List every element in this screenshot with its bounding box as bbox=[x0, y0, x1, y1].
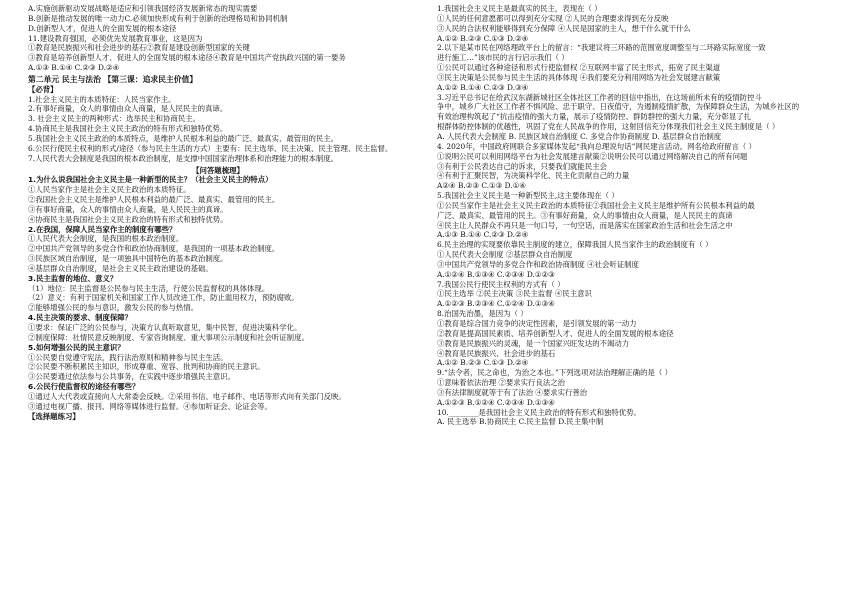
qa-question: 3.民主监督的地位、意义？ bbox=[28, 273, 118, 283]
question-line: 广泛、最真实、最管用的民主。③有事好商量，众人的事情由众人商量，是人民民主的真谛 bbox=[437, 210, 733, 220]
qa-answer-line: ②中国共产党领导的多党合作和政治协商制度，是我国的一项基本政治制度。 bbox=[28, 244, 280, 254]
qa-question: 1.为什么说我国社会主义民主是一种新型的民主？（社会主义民主的特点） bbox=[28, 175, 273, 185]
answer-options: A.①② B.①④ C.②③ D.③④ bbox=[437, 82, 529, 92]
question-line: 4. 2020年，中国政府网联合多家媒体发起“我向总理说句话”网民建言活动。网名给政府留言（ ） bbox=[437, 141, 756, 151]
question-line: 争中，城乡广大社区工作者不惧风险、忠于职守、日夜值守，为遏制疫情扩散，为保障群众生活，为城乡社区的 bbox=[437, 102, 800, 112]
question-line: ①公民当家作主是社会主义民主政治的本质特征②我国社会主义民主是维护所有公民根本利益的最 bbox=[437, 200, 755, 210]
question-line: ③民主决策是公民参与民主生活的具体体现 ④我们要充分利用网络为社会发展建言献策 bbox=[437, 72, 721, 82]
question-line: ①教育是综合国力竞争的决定性因素，是引领发展的第一动力 bbox=[437, 319, 637, 328]
qa-answer-line: ③民族区域自治制度，是一项独具中国特色的基本政治制度。 bbox=[28, 254, 228, 264]
question-line: ③教育是民族振兴的灵魂，是一个国家兴旺发达的不竭动力 bbox=[437, 338, 630, 348]
qa-answer-line: ②我国社会主义民主是维护人民根本利益的最广泛、最真实、最管用的民主。 bbox=[28, 195, 280, 205]
option-line: A.实施创新驱动发展战略是适应和引领我国经济发展新常态的现实需要 bbox=[28, 4, 258, 13]
must-memorize-section bbox=[28, 85, 408, 164]
mc-question bbox=[437, 4, 837, 43]
question-line: ①公民可以通过各种途径和形式行使监督权 ②互联网丰富了民主形式，拓宽了民主渠道 bbox=[437, 63, 721, 73]
question-line: 根群体防控体制的优越性，巩固了党在人民战争的作用，这射回信充分体现我们社会主义民主制度是（ ） bbox=[437, 122, 780, 132]
left-column bbox=[28, 4, 408, 421]
answer-options: A.①③ B.①④ C.②③ D.②④ bbox=[437, 230, 529, 240]
question-line: ③人民的合法权利能够得到充分保障 ④人民是国家的主人，想干什么就干什么 bbox=[437, 23, 691, 33]
memorize-line: 4.协商民主是我国社会主义民主政治的特有形式和独特优势。 bbox=[28, 124, 228, 134]
section-heading: 【选择题练习】 bbox=[28, 411, 80, 421]
mc-question bbox=[437, 43, 837, 92]
qa-answer-line: ②公民要不断积累民主知识，形成尊重、宽容、批判和协商的民主意识。 bbox=[28, 362, 265, 372]
right-column bbox=[437, 4, 837, 427]
question-line: ③有法律制度就等于有了法治 ④要求实行善治 bbox=[437, 387, 588, 397]
memorize-line: 3. 社会主义民主的两种形式：选举民主和协商民主。 bbox=[28, 114, 200, 124]
question-stem: 11.建设教育强国，必须优先发展教育事业，这是因为 bbox=[28, 33, 203, 43]
question-line: 6.民主治理的实现要依靠民主制度的建立，保障我国人民当家作主的政治制度有（ ） bbox=[437, 240, 713, 250]
qa-answer-line: ③有事好商量，众人的事情由众人商量，是人民民主的真谛。 bbox=[28, 204, 228, 214]
qa-question: 4.民主决策的要求、制度保障？ bbox=[28, 313, 133, 323]
answer-options: A.①②③ B.①②④ C.②③④ D.①③④ bbox=[437, 397, 555, 407]
answer-options: A.①②③ B.②③④ C.①②④ D.①③④ bbox=[437, 299, 555, 309]
previous-question-options bbox=[28, 4, 408, 34]
qa-answer-line: ①通过人大代表或直接向人大常委会反映。②采用书信、电子邮件、电话等形式向有关部门反映。 bbox=[28, 391, 346, 401]
mc-question bbox=[437, 93, 837, 142]
qa-answer-line: ①公民要自觉遵守宪法，践行法治原则和精神参与民主生活。 bbox=[28, 352, 228, 362]
question-line: ①民主选举 ②民主决策 ③民主监督 ④民主意识 bbox=[437, 289, 592, 299]
question-line: ③有利于公民表达自己的诉求，只要我们就能民主会 bbox=[437, 161, 607, 171]
qa-answer-line: （1）地位：民主监督是公民参与民主生活，行使公民监督权的具体体现。 bbox=[28, 283, 270, 293]
mc-question bbox=[437, 142, 837, 191]
question-line: 有效治理构筑起了“抗击疫情的强大力量，展示了疫情防控、群防群控的强大力量，充分彰显了扎 bbox=[437, 112, 752, 122]
qa-answer-line: ③通过电视广播、报刊、网络等媒体进行监督。④参加听证会、论证会等。 bbox=[28, 401, 272, 411]
mc-question bbox=[437, 408, 837, 428]
question-line: 10.________是我国社会主义民主政治的特有形式和独特优势。 bbox=[437, 407, 641, 417]
mc-question bbox=[437, 309, 837, 368]
question-line: ①说明公民可以利用网络平台为社会发展建言献策②说明公民可以通过网络解决自己的所有问题 bbox=[437, 151, 748, 161]
qa-answer-line: ④协商民主是我国社会主义民主政治的特有形式和独特优势。 bbox=[28, 214, 228, 224]
question-line: ③中国共产党领导的多党合作和政治协商制度 ④社会听证制度 bbox=[437, 259, 639, 269]
question-line: ①人民代表大会制度 ②基层群众自治制度 bbox=[437, 250, 573, 260]
question-line: 5.我国社会主义民主是一种新型民主,这主要体现在（ ） bbox=[437, 191, 619, 201]
question-line: 3.习近平总书记在给武汉东湖新城社区全体社区工作者的回信中指出，在这场前所未有的疫情防控斗 bbox=[437, 92, 762, 102]
memorize-line: 1.社会主义民主的本质特征：人民当家作主。 bbox=[28, 94, 176, 104]
qa-question: 5.如何增强公民的民主意识？ bbox=[28, 342, 125, 352]
mc-question bbox=[437, 191, 837, 240]
mc-question bbox=[437, 240, 837, 279]
qa-answer-line: ①人民当家作主是社会主义民主政治的本质特征。 bbox=[28, 185, 191, 195]
memorize-line: 2.有事好商量，众人的事情由众人商量，是人民民主的真谛。 bbox=[28, 104, 228, 114]
section-heading: 【必背】 bbox=[28, 84, 58, 94]
memorize-line: 5.我国社会主义民主政治的本质特点，是维护人民根本利益的最广泛、最真实、最管用的民主。 bbox=[28, 133, 339, 143]
question-line: ①意味着依法治理 ②要求实行良法之治 bbox=[437, 378, 565, 388]
qa-answer-line: ③公民要通过依法参与公共事务，在实践中逐步增强民主意识。 bbox=[28, 372, 235, 382]
answer-options: A. 民主选举 B.协商民主 C.民主监督 D.民主集中制 bbox=[437, 417, 604, 427]
qa-question: 6.公民行使监督权的途径有哪些？ bbox=[28, 382, 140, 392]
answer-options: A. 人民代表大会制度 B. 民族区域自治制度 C. 多党合作协商制度 D. 基层群众自治制度 bbox=[437, 131, 722, 141]
question-line: 1.我国社会主义民主是最真实的民主，表现在（ ） bbox=[437, 4, 602, 13]
question-line: ④有利于汇聚民智，为决策科学化、民主化贡献自己的力量 bbox=[437, 171, 630, 181]
memorize-line: 6.公民行使民主权利的形式/途径（参与民主生活的方式）主要有：民主选举、民主决策、民主管理、民主监督。 bbox=[28, 143, 393, 153]
qa-answer-line: ①人民代表大会制度，是我国的根本政治制度。 bbox=[28, 234, 184, 244]
question-line: ①人民的任何意愿都可以得到充分实现 ②人民的合理要求得到充分反映 bbox=[437, 13, 669, 23]
question-line: 进行施工…”该市民的言行启示我们（ ） bbox=[437, 53, 569, 63]
unit-heading: 第二单元 民主与法治 【第三课：追求民主价值】 bbox=[28, 74, 198, 84]
question-line: ④教育是民族振兴、社会进步的基石 bbox=[437, 348, 556, 358]
question-line: 8.治国先治墨，是因为（ ） bbox=[437, 309, 528, 319]
question-line: ④民主让人民群众不再只是一句口号，一句空话，而是落实在国家政治生活和社会生活之中 bbox=[437, 220, 733, 230]
statement-line: ③教育是培养创新型人才、促进人的全面发展的根本途径④教育是中国共产党执政兴国的第一要务 bbox=[28, 53, 346, 63]
mc-question bbox=[437, 280, 837, 310]
qa-answer-line: ②能够增强公民的参与意识，激发公民的参与热情。 bbox=[28, 303, 198, 313]
answer-options: A.①② B.②③ C.①③ D.②④ bbox=[437, 358, 529, 368]
qa-answer-line: ①要求：保证广泛的公民参与，决策方认真听取意见，集中民智，促进决策科学化。 bbox=[28, 323, 302, 332]
mc-question bbox=[437, 368, 837, 407]
answer-options: A.①②④ B.①③④ C.②③④ D.①②③ bbox=[437, 269, 555, 279]
qa-question: 2.在我国，保障人民当家作主的制度有哪些？ bbox=[28, 224, 177, 234]
question-11 bbox=[28, 34, 408, 73]
qa-answer-line: （2）意义：有利于国家机关和国家工作人员改进工作，防止滥用权力，预防腐败。 bbox=[28, 293, 299, 303]
qa-answer-line: ②制度保障：社情民意反映制度、专家咨询制度、重大事项公示制度和社会听证制度。 bbox=[28, 332, 309, 342]
memorize-line: 7.人民代表大会制度是我国的根本政治制度，是支撑中国国家治理体系和治理能力的根本制度。 bbox=[28, 153, 339, 163]
question-line: 9.“法令者，民之命也，为治之本也。”下列选项对法治理解正确的是（ ） bbox=[437, 368, 672, 378]
statement-line: ①教育是民族振兴和社会进步的基石②教育是建设创新型国家的关键 bbox=[28, 43, 250, 53]
option-line: D.创新型人才，促进人的全面发展的根本途径 bbox=[28, 23, 177, 33]
question-line: 2.以下是某市民在网络理政平台上的留言：“我建议将三环路的范围宽度调整至与二环路实际宽度一致 bbox=[437, 43, 766, 53]
question-line: 7.我国公民行使民主权利的方式有（ ） bbox=[437, 279, 565, 289]
answer-options: A.①② B.②③ C.①③ D.②④ bbox=[437, 33, 529, 43]
qa-answer-line: ④基层群众自治制度，是社会主义民主政治建设的基础。 bbox=[28, 263, 213, 273]
option-line: B.创新是推动发展的唯一动力C.必须加快形成有利于创新的治理格局和协同机制 bbox=[28, 13, 288, 23]
question-line: ②教育是提高国民素质、培养创新型人才、促进人的全面发展的根本途径 bbox=[437, 328, 674, 338]
answer-options: A.①③ B.①④ C.②③ D.②④ bbox=[28, 63, 120, 73]
qa-review-section bbox=[28, 166, 408, 412]
section-heading: 【问答题梳理】 bbox=[192, 165, 244, 175]
answer-options: A②④ B.②③ C.①③ D.①④ bbox=[437, 181, 526, 191]
